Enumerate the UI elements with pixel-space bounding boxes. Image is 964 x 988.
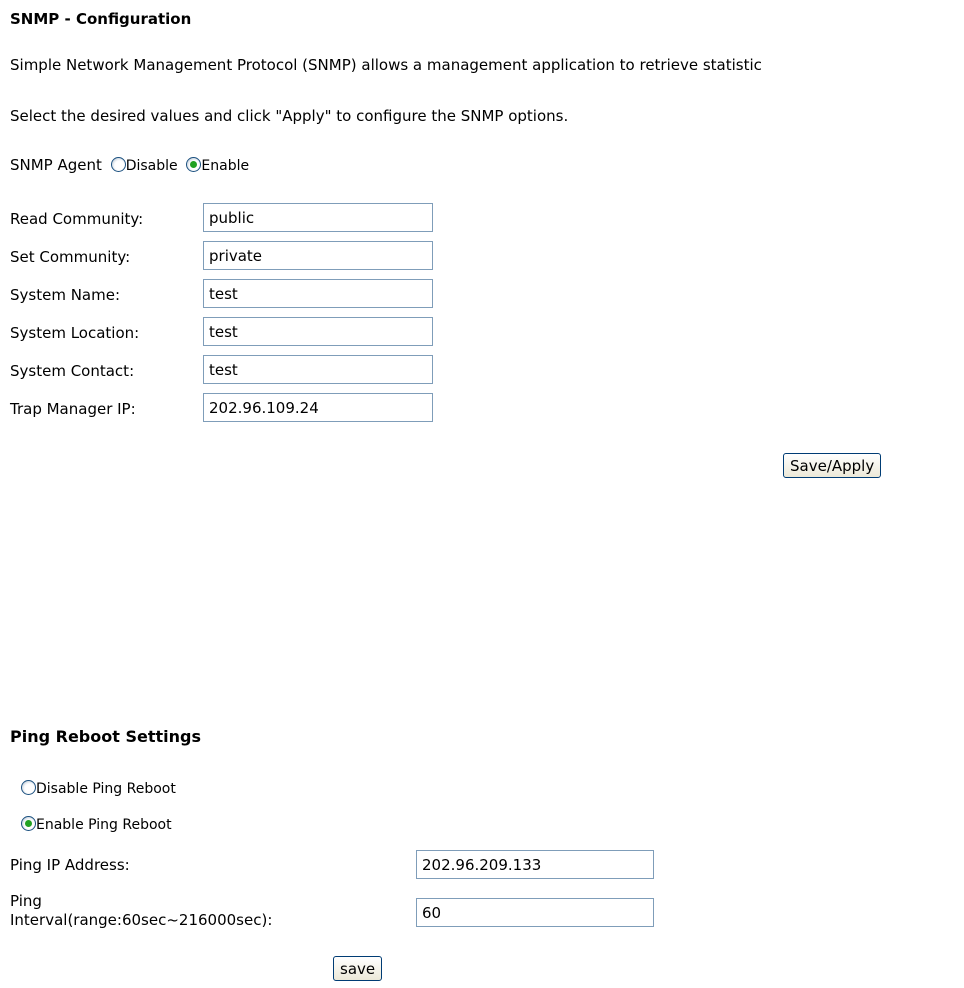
system-location-label: System Location: (10, 324, 140, 342)
trap-manager-ip-input[interactable] (203, 393, 433, 422)
snmp-instruction: Select the desired values and click "Apply" to configure the SNMP options. (10, 107, 569, 125)
disable-ping-reboot-label[interactable]: Disable Ping Reboot (36, 781, 176, 797)
disable-ping-reboot-radio[interactable] (21, 780, 36, 795)
enable-ping-reboot-radio[interactable] (21, 816, 36, 831)
snmp-agent-disable-label[interactable]: Disable (125, 158, 178, 174)
ping-interval-input[interactable] (416, 898, 654, 927)
snmp-agent-row (10, 156, 249, 174)
system-location-input[interactable] (203, 317, 433, 346)
set-community-label: Set Community: (10, 248, 131, 266)
snmp-title: SNMP - Configuration (10, 10, 192, 28)
ping-title: Ping Reboot Settings (10, 727, 201, 746)
enable-ping-reboot-label[interactable]: Enable Ping Reboot (36, 817, 172, 833)
enable-ping-reboot-option[interactable] (21, 815, 172, 833)
ping-interval-label-line2: Interval(range:60sec~216000sec): (10, 911, 273, 929)
snmp-agent-disable-radio[interactable] (111, 157, 126, 172)
ping-ip-label: Ping IP Address: (10, 856, 130, 874)
set-community-input[interactable] (203, 241, 433, 270)
snmp-description: Simple Network Management Protocol (SNMP) allows a management application to retrieve statistic (10, 56, 762, 74)
system-contact-label: System Contact: (10, 362, 135, 380)
ping-interval-label (10, 892, 272, 930)
ping-ip-input[interactable] (416, 850, 654, 879)
trap-manager-ip-label: Trap Manager IP: (10, 400, 136, 418)
ping-interval-label-line1: Ping (10, 892, 42, 910)
system-name-input[interactable] (203, 279, 433, 308)
read-community-input[interactable] (203, 203, 433, 232)
read-community-label: Read Community: (10, 210, 144, 228)
save-apply-button[interactable]: Save/Apply (783, 453, 881, 478)
ping-save-button[interactable]: save (333, 956, 382, 981)
snmp-agent-label: SNMP Agent (10, 156, 102, 174)
snmp-agent-enable-radio[interactable] (186, 157, 201, 172)
disable-ping-reboot-option[interactable] (21, 779, 176, 797)
system-name-label: System Name: (10, 286, 121, 304)
snmp-agent-enable-label[interactable]: Enable (201, 158, 250, 174)
system-contact-input[interactable] (203, 355, 433, 384)
